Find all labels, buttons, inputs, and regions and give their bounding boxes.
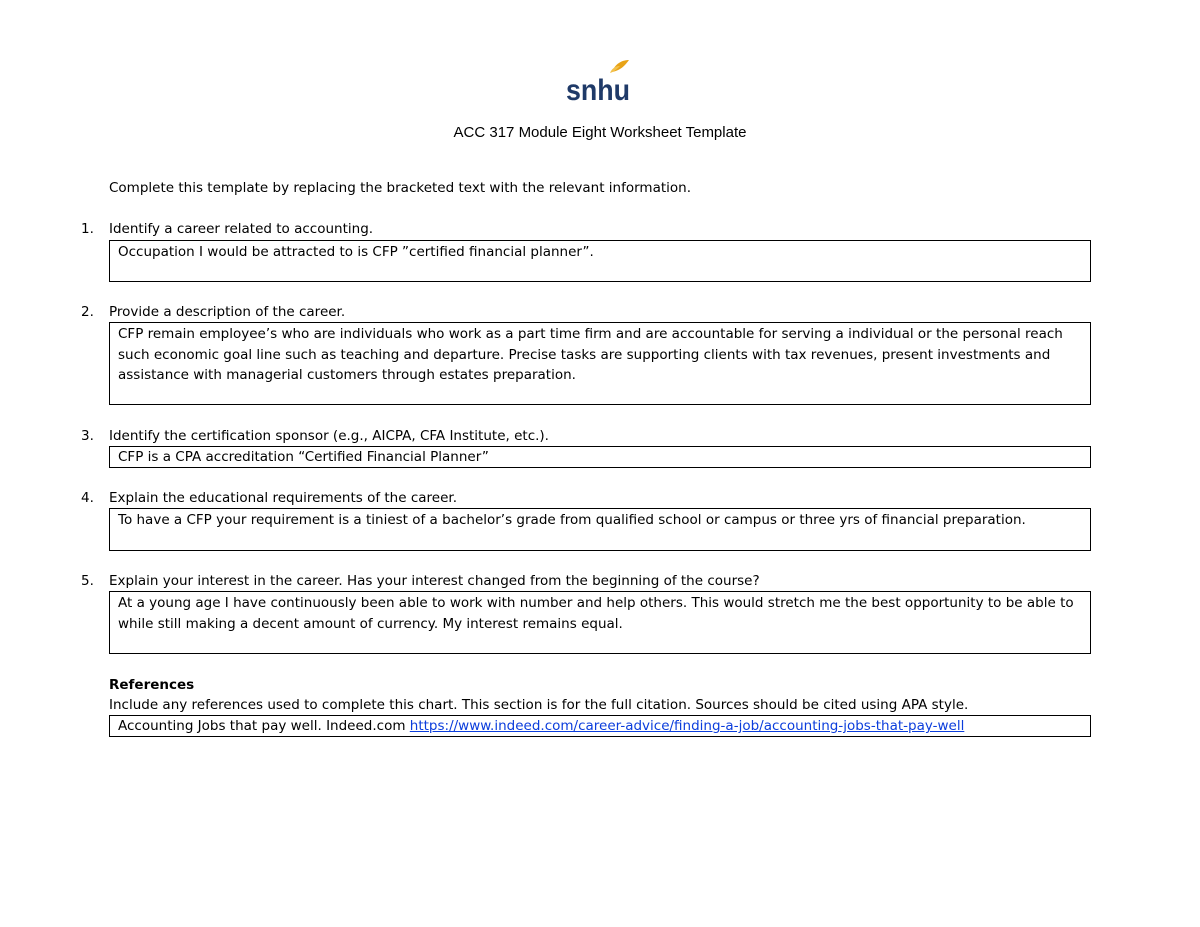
question-2	[81, 304, 345, 320]
intro-text: Complete this template by replacing the bracketed text with the relevant information.	[109, 180, 692, 196]
question-prompt: Explain your interest in the career. Has your interest changed from the beginning of the course?	[109, 573, 760, 589]
answer-box-5[interactable]	[109, 591, 1091, 654]
references-instructions: Include any references used to complete this chart. This section is for the full citation. Sources should be cited using APA style.	[109, 697, 969, 713]
logo-text: snhu	[566, 74, 630, 104]
question-5	[81, 573, 760, 589]
answer-text: CFP is a CPA accreditation “Certified Financial Planner”	[118, 449, 489, 465]
citation-link[interactable]: https://www.indeed.com/career-advice/finding-a-job/accounting-jobs-that-pay-well	[409, 718, 965, 734]
answer-box-3[interactable]	[109, 446, 1091, 468]
answer-box-2[interactable]	[109, 322, 1091, 405]
question-3	[81, 428, 549, 444]
question-1	[81, 221, 373, 237]
answer-text: Occupation I would be attracted to is CFP ”certified financial planner”.	[118, 244, 594, 260]
question-number: 5.	[81, 573, 94, 589]
answer-text: At a young age I have continuously been able to work with number and help others. This would stretch me the best opportunity to be able to while still making a decent amount of currency. My interest remains equal.	[118, 595, 1074, 632]
question-prompt: Provide a description of the career.	[109, 304, 346, 320]
answer-box-4[interactable]	[109, 508, 1091, 551]
question-number: 1.	[81, 221, 94, 237]
answer-text: To have a CFP your requirement is a tiniest of a bachelor’s grade from qualified school or campus or three yrs of financial preparation.	[118, 512, 1026, 528]
question-prompt: Identify the certification sponsor (e.g., AICPA, CFA Institute, etc.).	[109, 428, 549, 444]
answer-box-1[interactable]	[109, 240, 1091, 282]
question-prompt: Explain the educational requirements of the career.	[109, 490, 457, 506]
references-box[interactable]	[109, 715, 1091, 737]
snhu-logo	[566, 58, 632, 104]
question-4	[81, 490, 457, 506]
page-title: ACC 317 Module Eight Worksheet Template	[453, 124, 747, 141]
answer-text: CFP remain employee’s who are individuals who work as a part time firm and are accountable for serving a individual or the personal reach such economic goal line such as teaching and departure. Precise tasks are supporting clients with tax revenues, present investments and assistance with managerial customers through estates preparation.	[118, 326, 1063, 383]
question-prompt: Identify a career related to accounting.	[109, 221, 374, 237]
question-number: 3.	[81, 428, 94, 444]
references-heading: References	[109, 677, 195, 693]
citation-text: Accounting Jobs that pay well. Indeed.com	[118, 718, 406, 734]
question-number: 2.	[81, 304, 94, 320]
question-number: 4.	[81, 490, 94, 506]
